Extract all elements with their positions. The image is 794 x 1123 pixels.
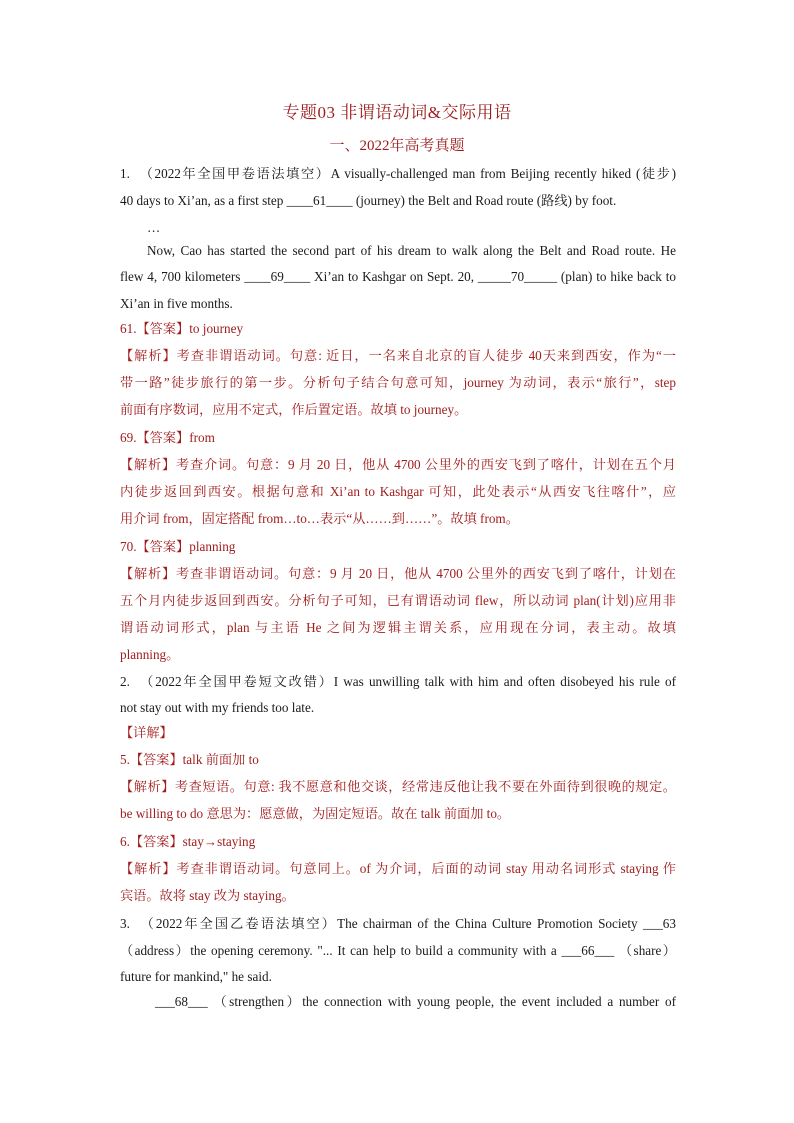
answer-70-explanation-2: 五个月内徒步返回到西安。分析句子可知，已有谓语动词 flew，所以动词 plan(计划)应用非 bbox=[120, 593, 676, 608]
answer-61-heading: 61.【答案】to journey bbox=[120, 321, 244, 336]
answer-69-heading: 69.【答案】from bbox=[120, 430, 215, 445]
question-3-line-2: （address）the opening ceremony. "... It can help to build a community with a ___66___ （share） bbox=[120, 943, 676, 958]
answer-6-explanation-2: 宾语。故将 stay 改为 staying。 bbox=[120, 888, 295, 903]
question-3-line-1: 3. （2022年全国乙卷语法填空）The chairman of the China Culture Promotion Society ___63 bbox=[120, 916, 676, 931]
answer-69-explanation-1: 【解析】考查介词。句意：9 月 20 日，他从 4700 公里外的西安飞到了喀什，计划在五个月 bbox=[120, 457, 676, 472]
answer-6-heading: 6.【答案】stay→staying bbox=[120, 834, 256, 849]
answer-61-explanation-2: 带一路”徒步旅行的第一步。分析句子结合句意可知，journey 为动词，表示“旅行”，step bbox=[120, 375, 676, 390]
question-3-line-3: future for mankind," he said. bbox=[120, 969, 272, 984]
answer-5-heading: 5.【答案】talk 前面加 to bbox=[120, 752, 259, 767]
answer-6-explanation-1: 【解析】考查非谓语动词。句意同上。of 为介词，后面的动词 stay 用动名词形式 staying 作 bbox=[120, 861, 676, 876]
question-1-line-4: flew 4, 700 kilometers ____69____ Xi’an to Kashgar on Sept. 20, _____70_____ (plan) to hike back to bbox=[120, 269, 676, 284]
answer-61-explanation-1: 【解析】考查非谓语动词。句意: 近日，一名来自北京的盲人徒步 40天来到西安，作为“一 bbox=[120, 348, 676, 363]
question-1-line-3: Now, Cao has started the second part of his dream to walk along the Belt and Road route. He bbox=[147, 243, 676, 258]
answer-5-explanation-1: 【解析】考查短语。句意: 我不愿意和他交谈，经常违反他让我不要在外面待到很晚的规定。 bbox=[120, 779, 676, 794]
section-heading: 一、2022年高考真题 bbox=[329, 138, 465, 154]
answer-61-explanation-3: 前面有序数词，应用不定式，作后置定语。故填 to journey。 bbox=[120, 402, 468, 417]
answer-70-explanation-1: 【解析】考查非谓语动词。句意：9 月 20 日，他从 4700 公里外的西安飞到了喀什，计划在 bbox=[120, 566, 676, 581]
answer-70-heading: 70.【答案】planning bbox=[120, 539, 236, 554]
question-2-line-2: not stay out with my friends too late. bbox=[120, 700, 315, 715]
answer-69-explanation-2: 内徒步返回到西安。根据句意和 Xi’an to Kashgar 可知，此处表示“从西安飞往喀什”，应 bbox=[120, 484, 676, 499]
question-1-ellipsis: … bbox=[147, 220, 161, 235]
question-3-line-4: ___68___ （strengthen）the connection with young people, the event included a number of bbox=[155, 994, 676, 1009]
answer-70-explanation-4: planning。 bbox=[120, 647, 180, 662]
answer-5-explanation-2: be willing to do 意思为：愿意做，为固定短语。故在 talk 前面加 to。 bbox=[120, 806, 511, 821]
question-2-line-1: 2. （2022年全国甲卷短文改错）I was unwilling talk with him and often disobeyed his rule of bbox=[120, 674, 676, 689]
question-1-line-1: 1. （2022年全国甲卷语法填空）A visually-challenged man from Beijing recently hiked (徒步) bbox=[120, 166, 676, 181]
answer-70-explanation-3: 谓语动词形式，plan 与主语 He 之间为逻辑主谓关系，应用现在分词，表主动。故填 bbox=[120, 620, 676, 635]
question-1-line-2: 40 days to Xi’an, as a first step ____61____ (journey) the Belt and Road route (路线) by foot. bbox=[120, 193, 617, 208]
detail-label: 【详解】 bbox=[120, 725, 173, 740]
document-title: 专题03 非谓语动词&交际用语 bbox=[282, 103, 512, 122]
answer-69-explanation-3: 用介词 from，固定搭配 from…to…表示“从……到……”。故填 from。 bbox=[120, 511, 519, 526]
question-1-line-5: Xi’an in five months. bbox=[120, 296, 233, 311]
